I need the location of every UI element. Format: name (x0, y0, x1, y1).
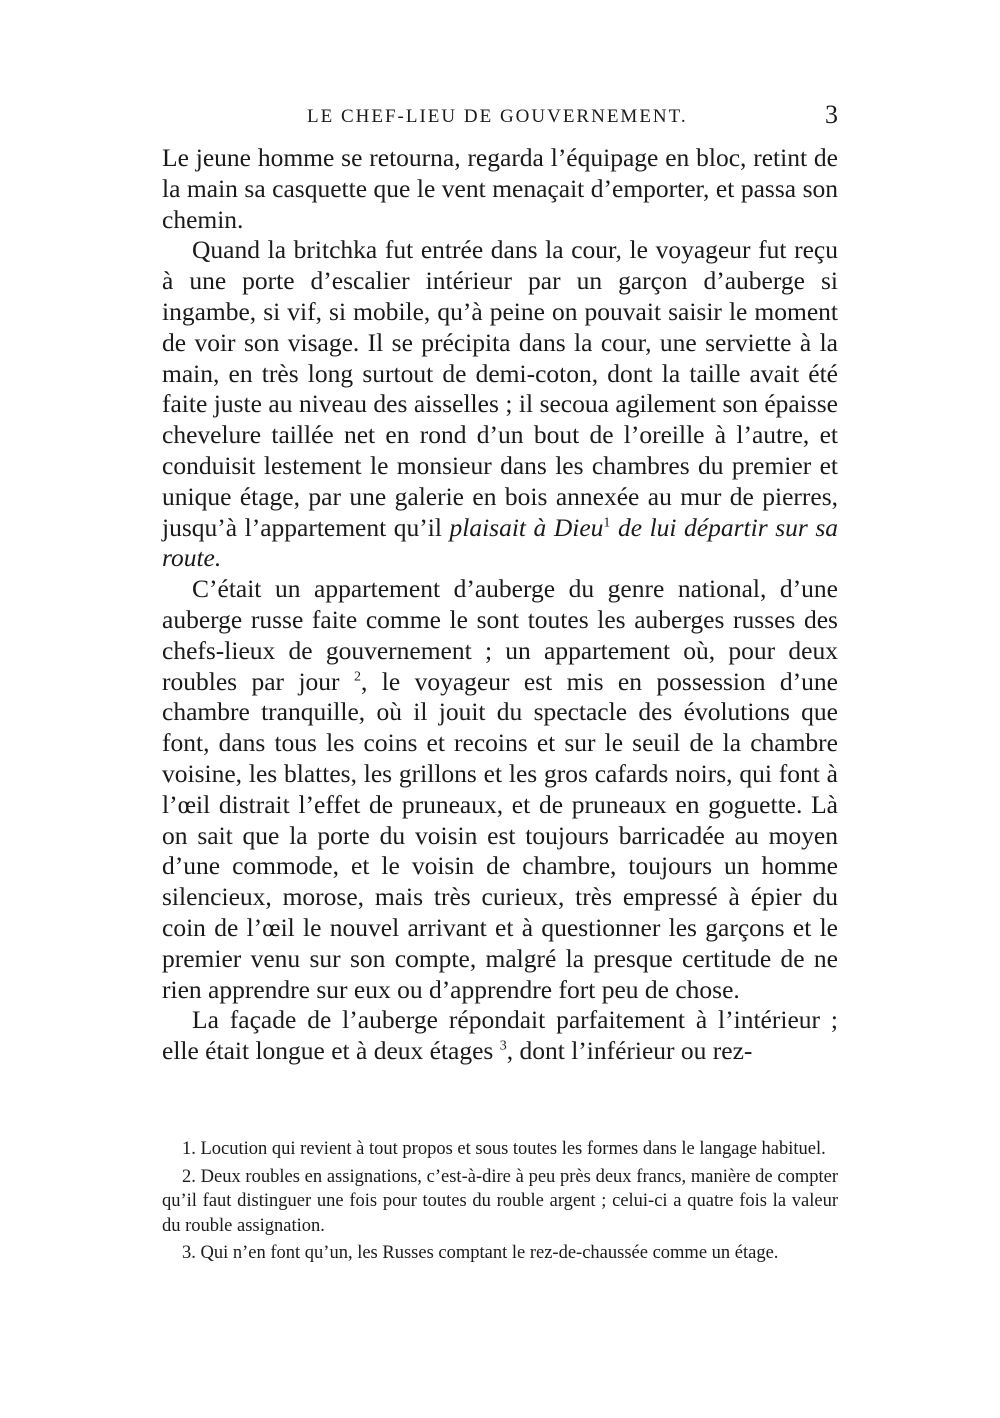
footnotes (162, 1137, 838, 1269)
footnote-ref-1: 1 (603, 515, 611, 531)
footnote-ref-3: 3 (499, 1038, 507, 1054)
italic-phrase-continued: de lui départir sur sa route. (162, 512, 839, 573)
paragraph-4-text-a: La façade de l’auberge répondait parfaitement à l’intérieur ; elle était longue et à deux étages (162, 1005, 838, 1066)
page-header (162, 100, 838, 134)
running-title: LE CHEF-LIEU DE GOUVERNEMENT. (307, 106, 688, 127)
footnote-ref-2: 2 (353, 669, 361, 685)
body-text (162, 143, 838, 1067)
paragraph-1: Le jeune homme se retourna, regarda l’équipage en bloc, retint de la main sa casquette que le vent menaçait d’emporter, et passa son chemin. (162, 143, 838, 234)
footnote-1: 1. Locution qui revient à tout propos et sous toutes les formes dans le langage habituel. (182, 1139, 826, 1159)
paragraph-4 (162, 1005, 838, 1067)
paragraph-3-text-a: C’était un appartement d’auberge du genre national, d’une auberge russe faite comme le sont toutes les auberges russes des chefs-lieux de gouvernement ; un appartement où, pour deux roubles par jour (162, 574, 838, 696)
footnote-3: 3. Qui n’en font qu’un, les Russes comptant le rez-de-chaussée comme un étage. (182, 1243, 779, 1263)
paragraph-3 (162, 574, 838, 1005)
page-number: 3 (825, 100, 838, 129)
footnote-2: 2. Deux roubles en assignations, c’est-à-dire à peu près deux francs, manière de compter qu’il faut distinguer une fois pour toutes du rouble argent ; celui-ci a quatre fois la valeur du rouble assignation. (162, 1166, 838, 1236)
paragraph-2 (162, 235, 838, 574)
italic-phrase: plaisait à Dieu (449, 512, 604, 542)
paragraph-2-text: Quand la britchka fut entrée dans la cour, le voyageur fut reçu à une porte d’escalier intérieur par un garçon d’auberge si ingambe, si vif, si mobile, qu’à peine on pouvait saisir le moment de voir son visage. Il se précipita dans la cour, une serviette à la main, en très long surtout de demi-coton, dont la taille avait été faite juste au niveau des aisselles ; il secoua agilement son épaisse chevelure taillée net en rond d’un bout de l’oreille à l’autre, et conduisit lestement le monsieur dans les chambres du premier et unique étage, par une galerie en bois annexée au mur de pierres, jusqu’à l’appartement qu’il (162, 235, 838, 542)
paragraph-3-text-b: , le voyageur est mis en possession d’une chambre tranquille, où il jouit du spectacle des évolutions que font, dans tous les coins et recoins et sur le seuil de la chambre voisine, les blattes, les grillons et les gros cafards noirs, qui font à l’œil distrait l’effet de pruneaux, et de pruneaux en goguette. Là on sait que la porte du voisin est toujours barricadée au moyen d’une commode, et le voisin de chambre, toujours un homme silencieux, morose, mais très curieux, très empressé à épier du coin de l’œil le nouvel arrivant et à questionner les garçons et le premier venu sur son compte, malgré la presque certitude de ne rien apprendre sur eux ou d’apprendre fort peu de chose. (162, 666, 838, 1004)
paragraph-4-text-b: , dont l’inférieur ou rez- (506, 1036, 753, 1066)
